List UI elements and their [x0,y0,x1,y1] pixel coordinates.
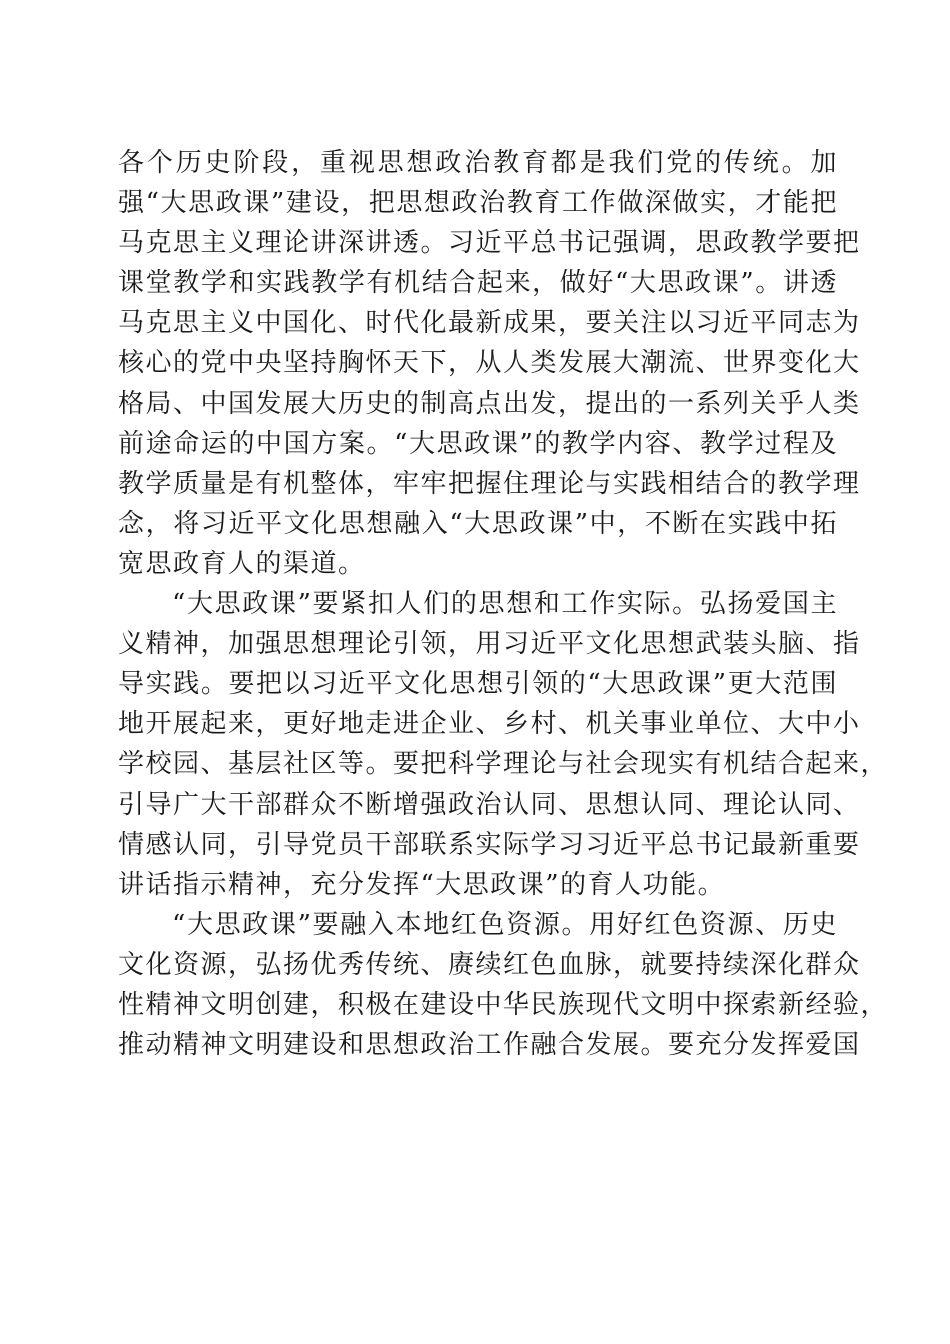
paragraph-1-line-11: 宽思政育人的渠道。 [118,548,366,579]
paragraph-1-line-1: 各个历史阶段，重视思想政治教育都是我们党的传统。加 [118,148,838,178]
paragraph-3-line-3: 性精神文明创建，积极在建设中华民族现代文明中探索新经验， [118,989,889,1020]
paragraph-1-line-2: 强“大思政课”建设，把思想政治教育工作做深做实，才能把 [118,188,838,219]
paragraph-2-line-7: 情感认同，引导党员干部联系实际学习习近平总书记最新重要 [118,829,861,860]
body-text [118,143,889,1065]
paragraph-3-line-2: 文化资源，弘扬优秀传统、赓续红色血脉，就要持续深化群众 [118,949,861,980]
paragraph-1-line-6: 核心的党中央坚持胸怀天下，从人类发展大潮流、世界变化大 [118,348,861,379]
paragraph-2-line-1: “大思政课”要紧扣人们的思想和工作实际。弘扬爱国主 [172,589,838,620]
paragraph-2-line-8: 讲话指示精神，充分发挥“大思政课”的育人功能。 [118,869,726,900]
paragraph-1-line-4: 课堂教学和实践教学有机结合起来，做好“大思政课”。讲透 [118,268,838,299]
paragraph-1-line-7: 格局、中国发展大历史的制高点出发，提出的一系列关乎人类 [118,388,861,419]
paragraph-1-line-3: 马克思主义理论讲深讲透。习近平总书记强调，思政教学要把 [118,228,861,259]
paragraph-2-line-3: 导实践。要把以习近平文化思想引领的“大思政课”更大范围 [118,669,838,700]
paragraph-3-line-4: 推动精神文明建设和思想政治工作融合发展。要充分发挥爱国 [118,1030,861,1061]
paragraph-1-line-9: 教学质量是有机整体，牢牢把握住理论与实践相结合的教学理 [118,468,861,499]
paragraph-2-line-5: 学校园、基层社区等。要把科学理论与社会现实有机结合起来， [118,749,889,780]
paragraph-1-line-5: 马克思主义中国化、时代化最新成果，要关注以习近平同志为 [118,308,861,339]
paragraph-2-line-6: 引导广大干部群众不断增强政治认同、思想认同、理论认同、 [118,789,861,820]
paragraph-3-line-1: “大思政课”要融入本地红色资源。用好红色资源、历史 [172,909,838,940]
paragraph-2-line-4: 地开展起来，更好地走进企业、乡村、机关事业单位、大中小 [118,709,861,740]
paragraph-1-line-10: 念，将习近平文化思想融入“大思政课”中，不断在实践中拓 [118,508,838,539]
paragraph-2-line-2: 义精神，加强思想理论引领，用习近平文化思想武装头脑、指 [118,629,861,660]
paragraph-1-line-8: 前途命运的中国方案。“大思政课”的教学内容、教学过程及 [118,428,838,459]
